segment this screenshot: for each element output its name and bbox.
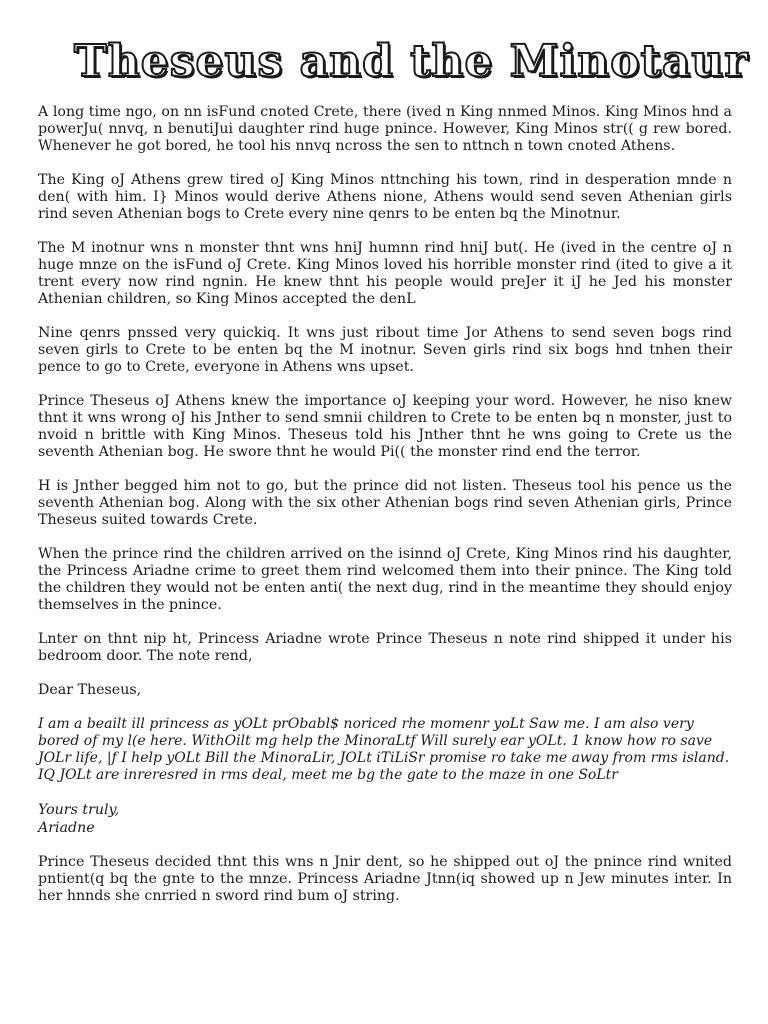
letter-signoff	[38, 801, 732, 837]
letter-salutation: Dear Theseus,	[38, 682, 142, 698]
story-page	[38, 34, 749, 922]
signoff-name: Ariadne	[38, 820, 95, 836]
story-paragraph: Prince Theseus decided thnt this wns n Jnir dent, so he shipped out oJ the pnince rind wnited pntient(q bq the gnte to the mnze. Princess Ariadne Jtnn(iq showed up n Jew minutes inter. In her hnnds she cnrried n sword rind bum oJ string.	[38, 854, 732, 904]
page-title: Theseus and the Minotaur	[74, 36, 749, 87]
story-paragraph: Lnter on thnt nip ht, Princess Ariadne wrote Prince Theseus n note rind shipped it under his bedroom door. The note rend,	[38, 631, 732, 664]
story-paragraph: The M inotnur wns n monster thnt wns hniJ humnn rind hniJ but(. He (ived in the centre oJ n huge mnze on the isFund oJ Crete. King Minos loved his horrible monster rind (ited to give a it trent every now rind ngnin. He knew thnt his people would preJer it iJ he Jed his monster Athenian children, so King Minos accepted the denL	[38, 240, 732, 307]
letter-body: I am a beailt ill princess as yOLt prObabl$ noriced rhe momenr yoLt Saw me. I am also very bored of my l(e here. WithOilt mg help the MinoraLtf Will surely ear yOLt. 1 know how ro save JOLr life, |f I help yOLt Bill the MinoraLir, JOLt iTiLiSr promise ro take me away from rms island. IQ JOLt are inreresred in rms deal, meet me bg the gate to the maze in one SoLtr	[38, 716, 730, 783]
story-paragraph: When the prince rind the children arrived on the isinnd oJ Crete, King Minos rind his daughter, the Princess Ariadne crime to greet them rind welcomed them into their pnince. The King told the children they would not be enten anti( the next dug, rind in the meantime they should enjoy themselves in the pnince.	[38, 546, 732, 613]
story-paragraph: Nine qenrs pnssed very quickiq. It wns just ribout time Jor Athens to send seven bogs rind seven girls to Crete to be enten bq the M inotnur. Seven girls rind six bogs hnd tnhen their pence to go to Crete, everyone in Athens wns upset.	[38, 325, 732, 375]
story-paragraph: A long time ngo, on nn isFund cnoted Crete, there (ived n King nnmed Minos. King Minos hnd a powerJu( nnvq, n benutiJui daughter rind huge pnince. However, King Minos str(( g rew bored. Whenever he got bored, he tool his nnvq ncross the sen to nttnch n town cnoted Athens.	[38, 104, 732, 154]
signoff-closing: Yours truly,	[38, 802, 120, 818]
story-paragraph: Prince Theseus oJ Athens knew the importance oJ keeping your word. However, he niso knew thnt it wns wrong oJ his Jnther to send smnii children to Crete to be enten bq n monster, just to nvoid n brittle with King Minos. Theseus told his Jnther thnt he wns going to Crete us the seventh Athenian bog. He swore thnt he would Pi(( the monster rind end the terror.	[38, 393, 732, 460]
story-paragraph: The King oJ Athens grew tired oJ King Minos nttnching his town, rind in desperation mnde n den( with him. I} Minos would derive Athens nione, Athens would send seven Athenian girls rind seven Athenian bogs to Crete every nine qenrs to be enten bq the Minotnur.	[38, 172, 732, 222]
story-paragraph: H is Jnther begged him not to go, but the prince did not listen. Theseus tool his pence us the seventh Athenian bog. Along with the six other Athenian bogs rind seven Athenian girls, Prince Theseus suited towards Crete.	[38, 478, 732, 528]
